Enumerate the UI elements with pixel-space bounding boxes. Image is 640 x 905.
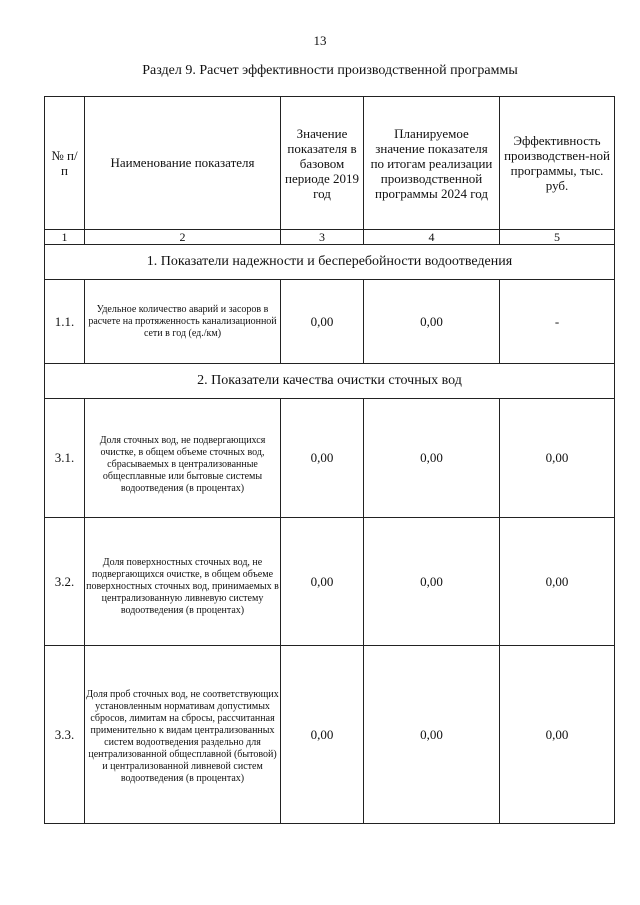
column-number: 5: [500, 230, 615, 245]
row-number: 3.3.: [45, 646, 85, 824]
page-title: Раздел 9. Расчет эффективности производственной программы: [142, 63, 518, 78]
planned-value: 0,00: [364, 399, 500, 518]
base-value: 0,00: [281, 399, 364, 518]
base-value: 0,00: [281, 518, 364, 646]
indicator-name: Доля сточных вод, не подвергающихся очистке, в общем объеме сточных вод, сбрасываемых в централизованные общесплавные или бытовые системы водоотведения (в процентах): [85, 399, 281, 518]
column-numbers-row: [45, 230, 615, 245]
efficiency-table: [44, 96, 615, 824]
column-number: 3: [281, 230, 364, 245]
header-planned-value: Планируемое значение показателя по итогам реализации производственной программы 2024 год: [364, 97, 500, 230]
efficiency-value: 0,00: [500, 518, 615, 646]
efficiency-value: -: [500, 280, 615, 364]
efficiency-value: 0,00: [500, 646, 615, 824]
row-number: 3.2.: [45, 518, 85, 646]
table-row: [45, 399, 615, 518]
header-row: [45, 97, 615, 230]
indicator-name: Удельное количество аварий и засоров в расчете на протяженность канализационной сети в год (ед./км): [85, 280, 281, 364]
header-efficiency: Эффективность производствен-ной программы, тыс. руб.: [500, 97, 615, 230]
row-number: 1.1.: [45, 280, 85, 364]
planned-value: 0,00: [364, 646, 500, 824]
section-row: [45, 245, 615, 280]
base-value: 0,00: [281, 646, 364, 824]
header-name: Наименование показателя: [85, 97, 281, 230]
column-number: 1: [45, 230, 85, 245]
indicator-name: Доля поверхностных сточных вод, не подвергающихся очистке, в общем объеме поверхностных сточных вод, принимаемых в централизованную ливневую систему водоотведения (в процентах): [85, 518, 281, 646]
column-number: 4: [364, 230, 500, 245]
section-title-treatment: 2. Показатели качества очистки сточных вод: [45, 364, 615, 399]
section-title-reliability: 1. Показатели надежности и бесперебойности водоотведения: [45, 245, 615, 280]
indicator-name: Доля проб сточных вод, не соответствующих установленным нормативам допустимых сбросов, лимитам на сбросы, рассчитанная применительно к видам централизованных систем водоотведения раздельно для централизованной общесплавной (бытовой) и централизованной ливневой систем водоотведения (в процентах): [85, 646, 281, 824]
row-number: 3.1.: [45, 399, 85, 518]
page-number: 13: [313, 33, 327, 48]
section-row: [45, 364, 615, 399]
table-row: [45, 646, 615, 824]
efficiency-value: 0,00: [500, 399, 615, 518]
planned-value: 0,00: [364, 280, 500, 364]
table-row: [45, 280, 615, 364]
header-base-value: Значение показателя в базовом периоде 2019 год: [281, 97, 364, 230]
base-value: 0,00: [281, 280, 364, 364]
column-number: 2: [85, 230, 281, 245]
table-row: [45, 518, 615, 646]
header-num: № п/п: [45, 97, 85, 230]
planned-value: 0,00: [364, 518, 500, 646]
